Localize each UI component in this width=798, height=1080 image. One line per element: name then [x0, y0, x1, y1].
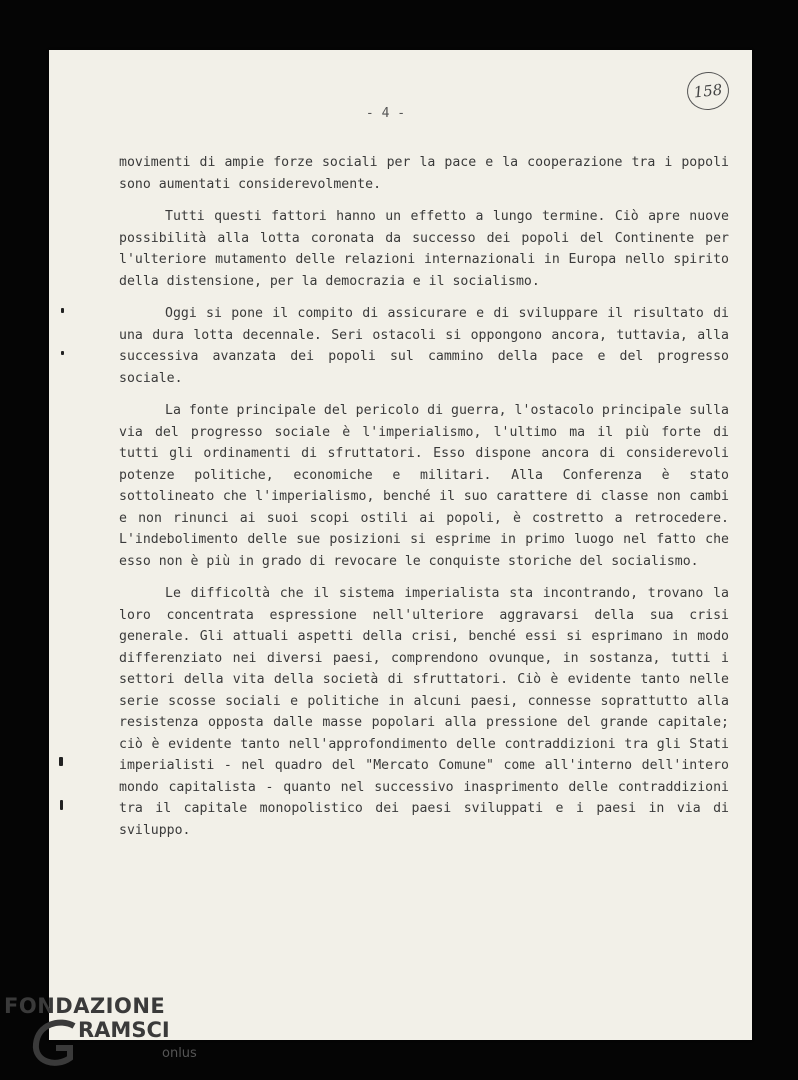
document-body [119, 152, 729, 852]
g-swoosh-icon [30, 1018, 80, 1070]
document-page [49, 50, 752, 1040]
fondazione-gramsci-watermark [0, 992, 210, 1078]
binding-hole-mark [60, 800, 63, 810]
binding-hole-mark [59, 757, 63, 766]
paragraph: Le difficoltà che il sistema imperialista sta incontrando, trovano la loro concentrata espressione nell'ulteriore aggravarsi della sua crisi generale. Gli attuali aspetti della crisi, benché essi si esprimano in modo differenziato nei diversi paesi, comprendono ovunque, in sostanza, tutti i settori della vita della società di sfruttatori. Ciò è evidente tanto nelle serie scosse sociali e politiche in alcuni paesi, connesse soprattutto alla resistenza opposta dalle masse popolari alla pressione del grande capitale; ciò è evidente tanto nell'approfondimento delle contraddizioni tra gli Stati imperialisti - nel quadro del "Mercato Comune" come all'interno dell'intero mondo capitalista - quanto nel successivo inasprimento delle contraddizioni tra il capitale monopolistico dei paesi sviluppati e i paesi in via di sviluppo. [119, 586, 729, 838]
archive-number-stamp: 158 [685, 70, 731, 112]
paragraph: Tutti questi fattori hanno un effetto a lungo termine. Ciò apre nuove possibilità alla lotta coronata da successo dei popoli del Continente per l'ulteriore mutamento delle relazioni internazionali in Europa nello spirito della distensione, per la democrazia e il socialismo. [119, 209, 729, 289]
paragraph: Oggi si pone il compito di assicurare e di sviluppare il risultato di una dura lotta decennale. Seri ostacoli si oppongono ancora, tuttavia, alla successiva avanzata dei popoli sul cammino della pace e del progresso sociale. [119, 306, 729, 386]
watermark-sub: onlus [162, 1046, 197, 1061]
paragraph: movimenti di ampie forze sociali per la pace e la cooperazione tra i popoli sono aumentati considerevolmente. [119, 155, 729, 192]
watermark-line2: RAMSCI [78, 1018, 170, 1042]
binding-hole-mark [61, 351, 64, 355]
page-number: - 4 - [365, 106, 406, 121]
watermark-line1: FONDAZIONE [4, 994, 166, 1018]
binding-hole-mark [61, 308, 64, 313]
paragraph: La fonte principale del pericolo di guerra, l'ostacolo principale sulla via del progresso sociale è l'imperialismo, l'ultimo ma il più forte di tutti gli ordinamenti di sfruttatori. Esso dispone ancora di considerevoli potenze politiche, economiche e militari. Alla Conferenza è stato sottolineato che l'imperialismo, benché il suo carattere di classe non cambi e non rinunci ai suoi scopi ostili ai popoli, è costretto a retrocedere. L'indebolimento delle sue posizioni si esprime in primo luogo nel fatto che esso non è più in grado di revocare le conquiste storiche del socialismo. [119, 403, 729, 569]
